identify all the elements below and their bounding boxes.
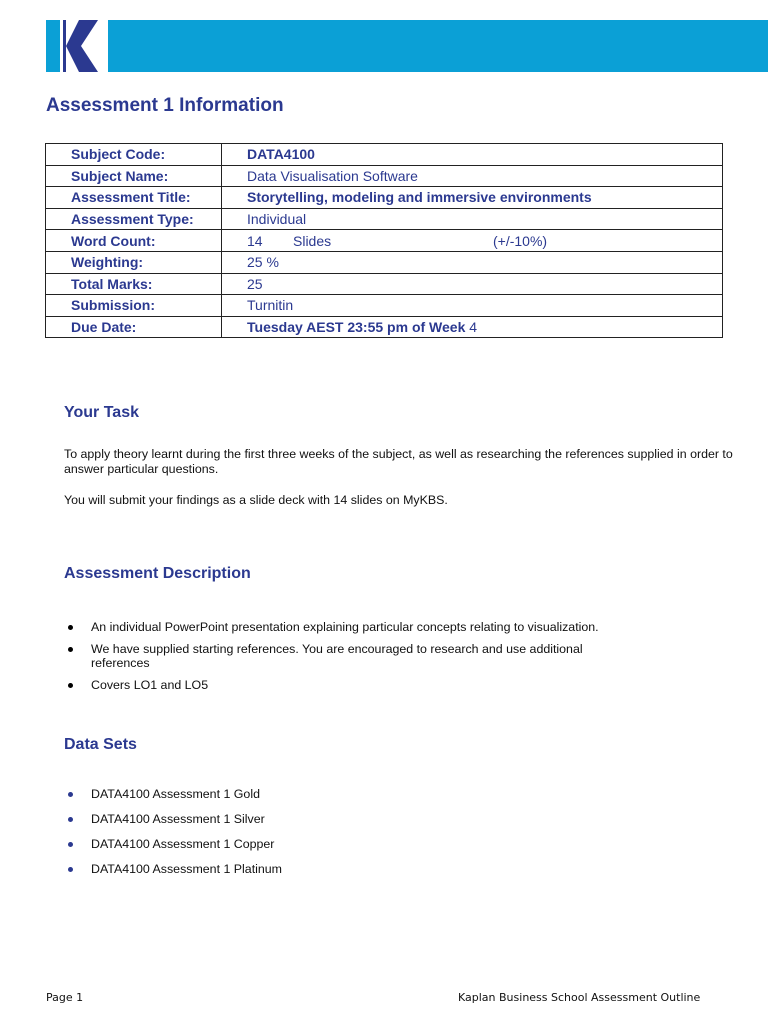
assessment-type-value: Individual (222, 208, 723, 230)
table-row (46, 230, 723, 252)
due-date-week: 4 (465, 319, 478, 336)
weighting-value: 25 % (222, 251, 723, 273)
subject-name-label: Subject Name: (46, 165, 222, 187)
subject-code-value: DATA4100 (222, 144, 723, 166)
table-row (46, 273, 723, 295)
assessment-type-label: Assessment Type: (46, 208, 222, 230)
table-row (46, 208, 723, 230)
list-item: DATA4100 Assessment 1 Copper (64, 837, 644, 851)
table-row (46, 187, 723, 209)
table-row (46, 316, 723, 338)
assessment-title-label: Assessment Title: (46, 187, 222, 209)
footer-document-title: Kaplan Business School Assessment Outline (458, 991, 701, 1004)
word-count-value (222, 230, 723, 252)
submission-label: Submission: (46, 295, 222, 317)
list-item: We have supplied starting references. You are encouraged to research and use additional references (64, 642, 644, 670)
list-item: DATA4100 Assessment 1 Platinum (64, 862, 644, 876)
table-row (46, 165, 723, 187)
list-item: Covers LO1 and LO5 (64, 678, 644, 692)
assessment-title-value: Storytelling, modeling and immersive environments (222, 187, 723, 209)
due-date-label: Due Date: (46, 316, 222, 338)
table-row (46, 251, 723, 273)
data-sets-heading: Data Sets (64, 736, 137, 753)
total-marks-label: Total Marks: (46, 273, 222, 295)
due-date-main: Tuesday AEST 23:55 pm of Week (247, 319, 466, 336)
footer-page-number: Page 1 (46, 991, 84, 1004)
your-task-heading: Your Task (64, 404, 139, 421)
table-row (46, 295, 723, 317)
submission-value: Turnitin (222, 295, 723, 317)
assessment-description-heading: Assessment Description (64, 565, 251, 582)
weighting-label: Weighting: (46, 251, 222, 273)
kaplan-k-logo-icon (46, 20, 102, 72)
data-sets-list (64, 787, 644, 876)
word-count-number: 14 (247, 232, 263, 249)
header-banner (108, 20, 768, 72)
subject-name-value: Data Visualisation Software (222, 165, 723, 187)
word-count-label: Word Count: (46, 230, 222, 252)
your-task-paragraph-2: You will submit your findings as a slide deck with 14 slides on MyKBS. (64, 493, 448, 507)
list-item: DATA4100 Assessment 1 Silver (64, 812, 644, 826)
table-row (46, 144, 723, 166)
page-title: Assessment 1 Information (46, 95, 284, 116)
list-item: An individual PowerPoint presentation explaining particular concepts relating to visualization. (64, 620, 644, 634)
total-marks-value: 25 (222, 273, 723, 295)
list-item: DATA4100 Assessment 1 Gold (64, 787, 644, 801)
subject-code-label: Subject Code: (46, 144, 222, 166)
your-task-paragraph-1: To apply theory learnt during the first three weeks of the subject, as well as researching the references supplied in order to answer particular questions. (64, 447, 733, 476)
assessment-info-table (45, 143, 723, 338)
due-date-value (222, 316, 723, 338)
word-count-unit: Slides (293, 232, 332, 249)
assessment-description-list (64, 620, 644, 692)
word-count-tolerance: (+/-10%) (493, 232, 548, 249)
